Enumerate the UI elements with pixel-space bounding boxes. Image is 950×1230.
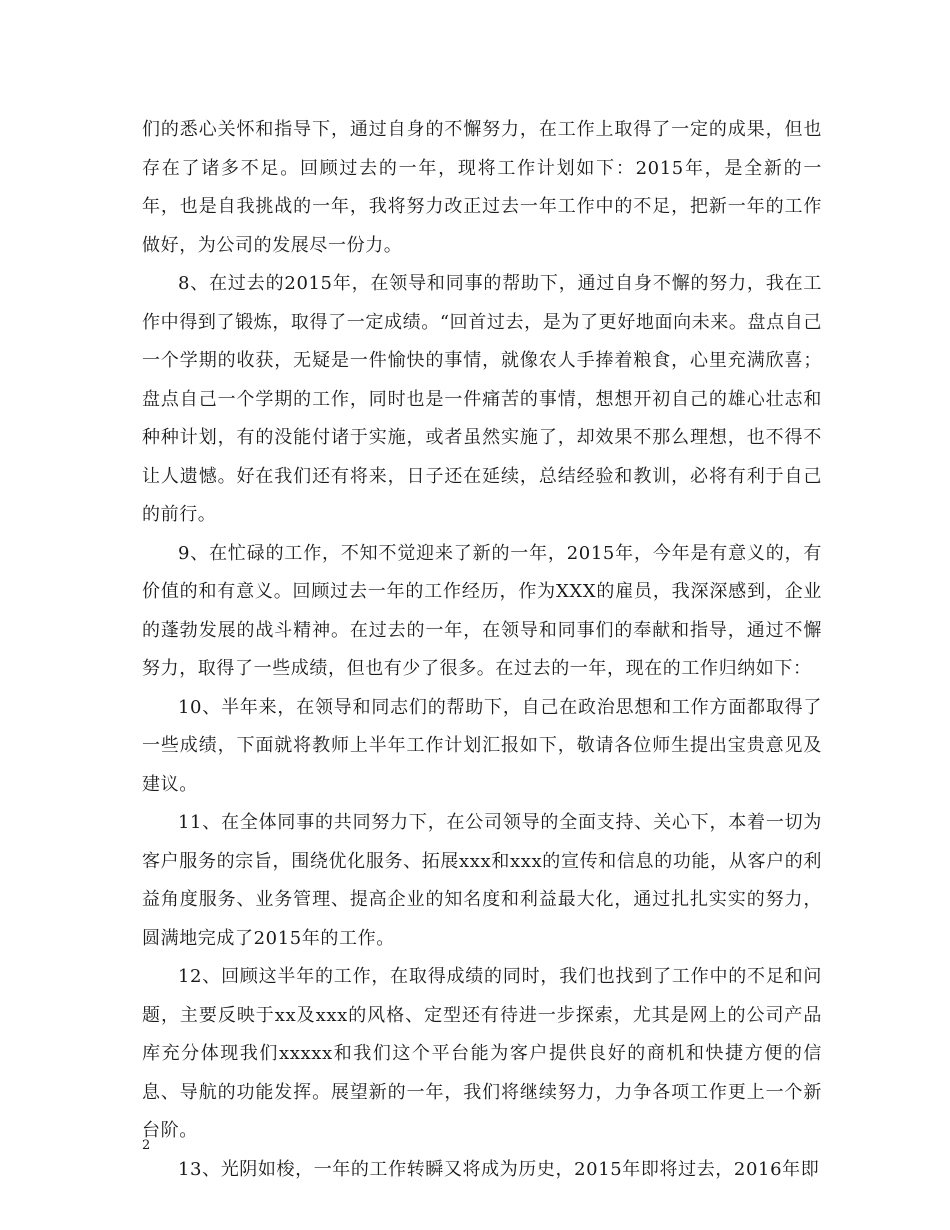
paragraph-1: 们的悉心关怀和指导下，通过自身的不懈努力，在工作上取得了一定的成果，但也存在了诸多不足。回顾过去的一年，现将工作计划如下：2015年，是全新的一年，也是自我挑战的一年，我将努力改正过去一年工作中的不足，把新一年的工作做好，为公司的发展尽一份力。 bbox=[142, 119, 822, 256]
paragraph-5: 11、在全体同事的共同努力下，在公司领导的全面支持、关心下，本着一切为客户服务的宗旨，围绕优化服务、拓展xxx和xxx的宣传和信息的功能，从客户的利益角度服务、业务管理、提高企业的知名度和利益最大化，通过扎扎实实的努力，圆满地完成了2015年的工作。 bbox=[142, 812, 822, 949]
paragraph-2: 8、在过去的2015年，在领导和同事的帮助下，通过自身不懈的努力，我在工作中得到了锻炼，取得了一定成绩。“回首过去，是为了更好地面向未来。盘点自己一个学期的收获，无疑是一件愉快的事情，就像农人手捧着粮食，心里充满欣喜；盘点自己一个学期的工作，同时也是一件痛苦的事情，想想开初自己的雄心壮志和种种计划，有的没能付诸于实施，或者虽然实施了，却效果不那么理想，也不得不让人遗憾。好在我们还有将来，日子还在延续，总结经验和教训，必将有利于自己的前行。 bbox=[142, 273, 822, 525]
paragraph-4: 10、半年来，在领导和同志们的帮助下，自己在政治思想和工作方面都取得了一些成绩，下面就将教师上半年工作计划汇报如下，敬请各位师生提出宝贵意见及建议。 bbox=[142, 696, 822, 795]
paragraph-3: 9、在忙碌的工作，不知不觉迎来了新的一年，2015年，今年是有意义的，有价值的和有意义。回顾过去一年的工作经历，作为XXX的雇员，我深深感到，企业的蓬勃发展的战斗精神。在过去的一年，在领导和同事们的奉献和指导，通过不懈努力，取得了一些成绩，但也有少了很多。在过去的一年，现在的工作归纳如下： bbox=[142, 542, 822, 679]
page-number: 2 bbox=[142, 1138, 151, 1153]
paragraph-7: 13、光阴如梭，一年的工作转瞬又将成为历史，2015年即将过去，2016年即 bbox=[178, 1158, 820, 1180]
paragraph-6: 12、回顾这半年的工作，在取得成绩的同时，我们也找到了工作中的不足和问题，主要反映于xx及xxx的风格、定型还有待进一步探索，尤其是网上的公司产品库充分体现我们xxxxx和我们这个平台能为客户提供良好的商机和快捷方便的信息、导航的功能发挥。展望新的一年，我们将继续努力，力争各项工作更上一个新台阶。 bbox=[142, 966, 822, 1141]
document-body bbox=[142, 111, 822, 1189]
